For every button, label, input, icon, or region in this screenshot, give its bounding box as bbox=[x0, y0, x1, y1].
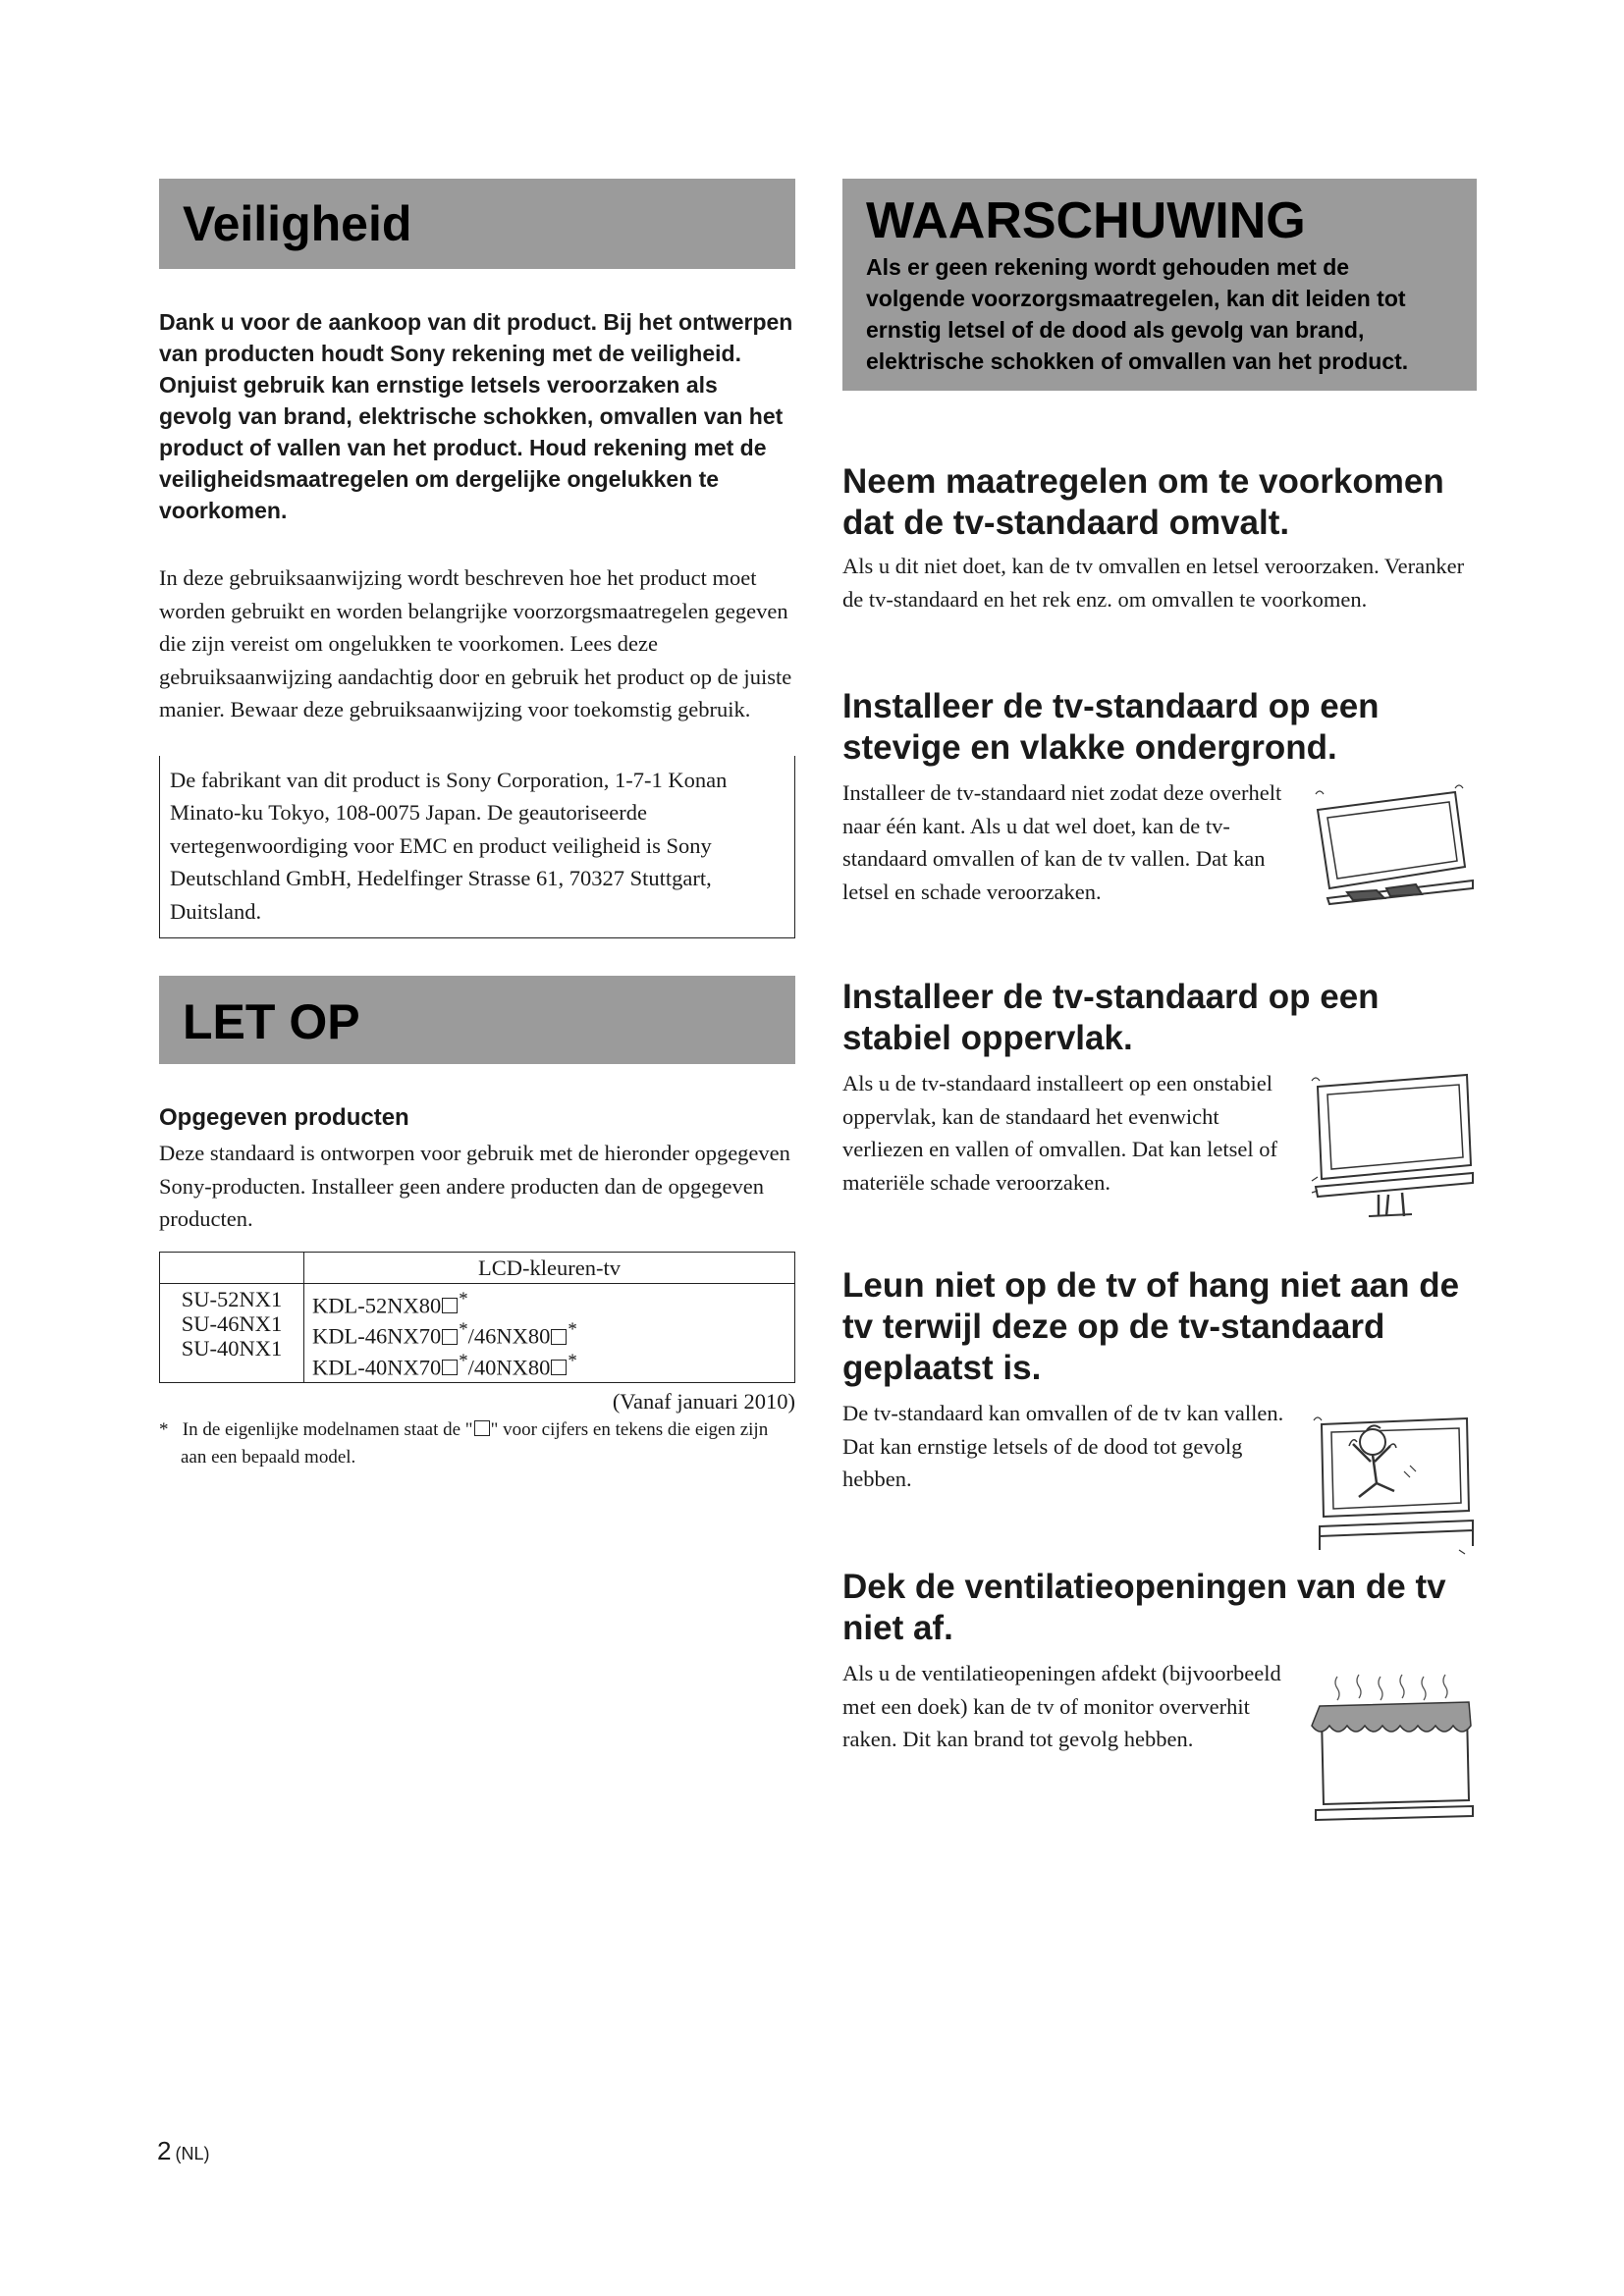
warning-section-ventilation bbox=[842, 1567, 1477, 1756]
section-text: De tv-standaard kan omvallen of de tv kan vallen. Dat kan ernstige letsels of de dood tot gevolg hebben. bbox=[842, 1401, 1284, 1491]
section-heading: Leun niet op de tv of hang niet aan de tv terwijl deze op de tv-standaard geplaatst is. bbox=[842, 1266, 1460, 1387]
left-column bbox=[159, 179, 795, 1471]
manufacturer-box: De fabrikant van dit product is Sony Corporation, 1-7-1 Konan Minato-ku Tokyo, 108-0075 Japan. De geautoriseerde vertegenwoordiging voor EMC en product veiligheid is Sony Deutschland GmbH, Hedelfinger Strasse 61, 70327 Stuttgart, Duitsland. bbox=[159, 756, 795, 939]
table-tv-cell bbox=[304, 1283, 795, 1383]
tv-model-row: KDL-40NX70 */40NX80 * bbox=[312, 1350, 577, 1379]
placeholder-square-icon bbox=[474, 1420, 490, 1436]
warning-subtitle: Als er geen rekening wordt gehouden met de volgende voorzorgsmaatregelen, kan dit leiden tot ernstig letsel of de dood als gevolg van brand, elektrische schokken of omvallen van het product. bbox=[866, 254, 1409, 374]
page-number: 2 (NL) bbox=[157, 2136, 210, 2165]
placeholder-square-icon bbox=[442, 1329, 458, 1345]
warning-section-tip-over bbox=[842, 461, 1477, 615]
safety-title: Veiligheid bbox=[159, 179, 795, 269]
stand-model: SU-52NX1 bbox=[181, 1286, 283, 1311]
table-header-row bbox=[160, 1252, 795, 1283]
table-stand-cell bbox=[160, 1283, 304, 1383]
product-table bbox=[159, 1252, 795, 1384]
placeholder-square-icon bbox=[551, 1360, 567, 1375]
caution-title: LET OP bbox=[159, 976, 795, 1064]
safety-intro-text: In deze gebruiksaanwijzing wordt beschreven hoe het product moet worden gebruikt en worden belangrijke voorzorgsmaatregelen gegeven die zijn vereist om ongelukken te voorkomen. Lees deze gebruiksaanwijzing aandachtig door en gebruik het product op de juiste manier. Bewaar deze gebruiksaanwijzing voor toekomstig gebruik. bbox=[159, 565, 792, 721]
tv-model-row: KDL-46NX70 */46NX80 * bbox=[312, 1319, 577, 1349]
placeholder-square-icon bbox=[442, 1360, 458, 1375]
section-heading: Neem maatregelen om te voorkomen dat de tv-standaard omvalt. bbox=[842, 462, 1444, 542]
unstable-tv-icon bbox=[1310, 1071, 1477, 1220]
child-hanging-icon bbox=[1312, 1403, 1477, 1560]
table-body-row bbox=[160, 1283, 795, 1383]
stand-model: SU-46NX1 bbox=[181, 1310, 283, 1336]
section-text: Als u de ventilatieopeningen afdekt (bijvoorbeeld met een doek) kan de tv of monitor oververhit raken. Dit kan brand tot gevolg hebben. bbox=[842, 1661, 1281, 1751]
tv-model-row: KDL-52NX80 * bbox=[312, 1288, 468, 1317]
warning-section-no-leaning bbox=[842, 1265, 1477, 1496]
section-heading: Installeer de tv-standaard op een stevige en vlakke ondergrond. bbox=[842, 687, 1380, 767]
section-heading: Dek de ventilatieopeningen van de tv niet af. bbox=[842, 1568, 1446, 1647]
section-text: Als u dit niet doet, kan de tv omvallen en letsel veroorzaken. Veranker de tv-standaard en het rek enz. om omvallen te voorkomen. bbox=[842, 554, 1465, 612]
stand-model: SU-40NX1 bbox=[181, 1335, 283, 1361]
tilted-tv-icon bbox=[1308, 782, 1477, 912]
placeholder-square-icon bbox=[551, 1329, 567, 1345]
warning-title: WAARSCHUWING bbox=[866, 192, 1306, 249]
model-footnote: * In de eigenlijke modelnamen staat de " " voor cijfers en tekens die eigen zijn aan een bepaald model. bbox=[159, 1419, 769, 1468]
caution-text: Deze standaard is ontworpen voor gebruik met de hieronder opgegeven Sony-producten. Installeer geen andere producten dan de opgegeven producten. bbox=[159, 1141, 790, 1231]
placeholder-square-icon bbox=[442, 1298, 458, 1313]
warning-box bbox=[842, 179, 1477, 391]
section-heading: Installeer de tv-standaard op een stabiel oppervlak. bbox=[842, 978, 1380, 1057]
date-note: (Vanaf januari 2010) bbox=[612, 1389, 795, 1414]
covered-vent-icon bbox=[1308, 1673, 1477, 1822]
warning-section-stable-surface bbox=[842, 977, 1477, 1199]
section-text: Installeer de tv-standaard niet zodat deze overhelt naar één kant. Als u dat wel doet, kan de tv-standaard omvallen of kan de tv vallen. Dat kan letsel en schade veroorzaken. bbox=[842, 780, 1282, 904]
table-header-empty bbox=[160, 1252, 304, 1283]
right-column bbox=[842, 179, 1477, 1751]
caution-subheading: Opgegeven producten bbox=[159, 1104, 409, 1131]
warning-section-firm-surface bbox=[842, 686, 1477, 908]
safety-intro-bold: Dank u voor de aankoop van dit product. Bij het ontwerpen van producten houdt Sony rekening met de veiligheid. Onjuist gebruik kan ernstige letsels veroorzaken als gevolg van brand, elektrische schokken, omvallen van het product of vallen van het product. Houd rekening met de veiligheidsmaatregelen om dergelijke ongelukken te voorkomen. bbox=[159, 309, 793, 523]
table-header-tv: LCD-kleuren-tv bbox=[304, 1252, 795, 1283]
section-text: Als u de tv-standaard installeert op een onstabiel oppervlak, kan de standaard het evenwicht verliezen en vallen of omvallen. Dat kan letsel of materiële schade veroorzaken. bbox=[842, 1071, 1277, 1195]
